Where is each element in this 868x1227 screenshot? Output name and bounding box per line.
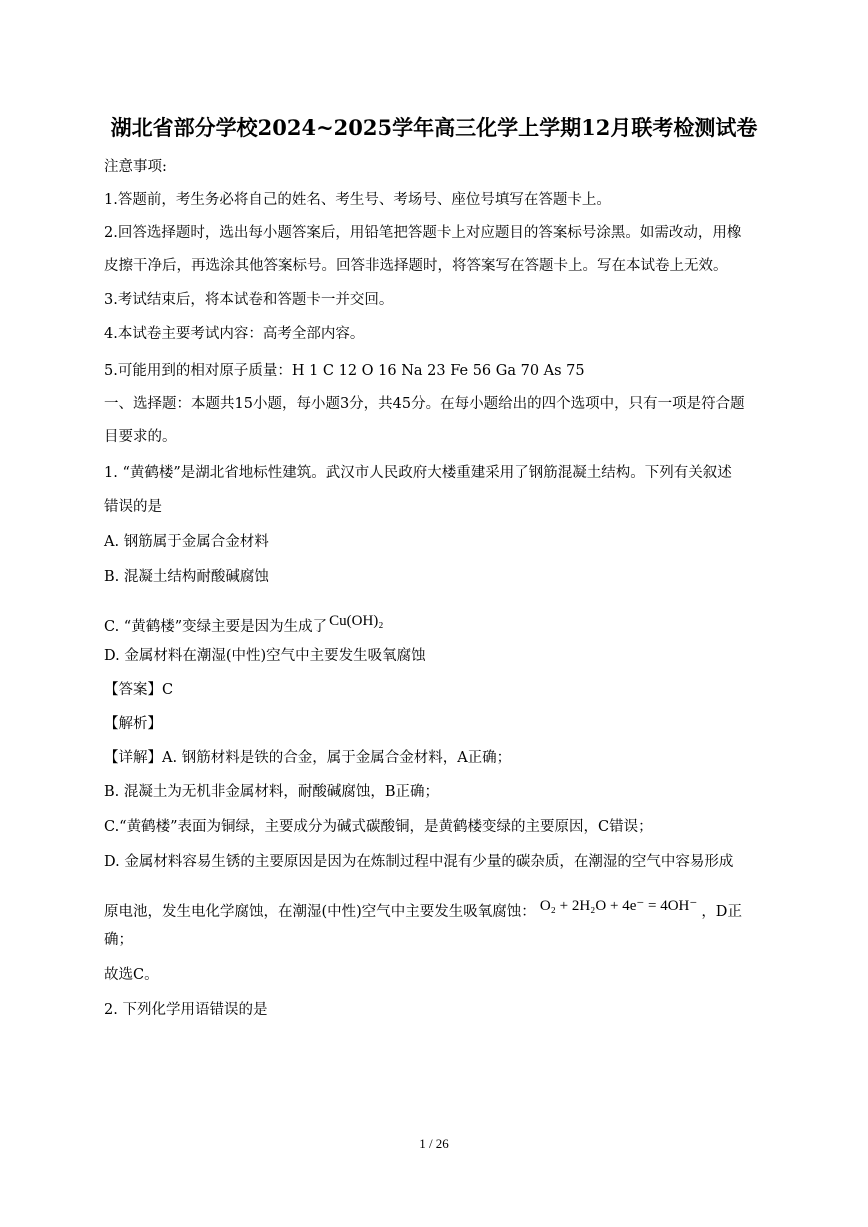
explanation-d-cont bbox=[104, 896, 742, 922]
explanation-c: C.“黄鹤楼”表面为铜绿，主要成分为碱式碳酸铜，是黄鹤楼变绿的主要原因，C错误； bbox=[104, 819, 653, 835]
answer-label: 【答案】C bbox=[104, 682, 174, 698]
option-c-text: C. “黄鹤楼”变绿主要是因为生成了 bbox=[104, 619, 328, 635]
explanation-d-text: 原电池，发生电化学腐蚀，在潮湿(中性)空气中主要发生吸氧腐蚀： bbox=[104, 904, 536, 920]
section-heading: 一、选择题：本题共15小题，每小题3分，共45分。在每小题给出的四个选项中，只有一项是符合题 bbox=[104, 396, 745, 412]
section-heading-cont: 目要求的。 bbox=[104, 429, 177, 445]
explanation-d: D. 金属材料容易生锈的主要原因是因为在炼制过程中混有少量的碳杂质，在潮湿的空气中容易形成 bbox=[104, 854, 734, 870]
oxygen-reduction-formula: O₂ + 2H₂O + 4e⁻ = 4OH⁻ bbox=[539, 898, 698, 914]
explanation-b: B. 混凝土为无机非金属材料，耐酸碱腐蚀，B正确； bbox=[104, 784, 440, 800]
notice-item-5: 5.可能用到的相对原子质量：H 1 C 12 O 16 Na 23 Fe 56 Ga 70 As 75 bbox=[104, 363, 585, 379]
notice-item-1: 1.答题前，考生务必将自己的姓名、考生号、考场号、座位号填写在答题卡上。 bbox=[104, 192, 611, 208]
notice-item-2: 2.回答选择题时，选出每小题答案后，用铅笔把答题卡上对应题目的答案标号涂黑。如需改动，用橡 bbox=[104, 225, 742, 241]
question-1-option-d: D. 金属材料在潮湿(中性)空气中主要发生吸氧腐蚀 bbox=[104, 648, 426, 664]
question-1-option-a: A. 钢筋属于金属合金材料 bbox=[104, 534, 269, 550]
analysis-label: 【解析】 bbox=[104, 716, 162, 732]
question-1-option-c bbox=[104, 611, 384, 637]
copper-hydroxide-formula: Cu(OH)₂ bbox=[329, 613, 384, 629]
question-1-stem: 1. “黄鹤楼”是湖北省地标性建筑。武汉市人民政府大楼重建采用了钢筋混凝土结构。下列有关叙述 bbox=[104, 465, 732, 481]
question-1-option-b: B. 混凝土结构耐酸碱腐蚀 bbox=[104, 569, 269, 585]
conclusion: 故选C。 bbox=[104, 967, 159, 983]
notice-item-4: 4.本试卷主要考试内容：高考全部内容。 bbox=[104, 326, 365, 342]
page-title: 湖北省部分学校2024~2025学年高三化学上学期12月联考检测试卷 bbox=[110, 115, 758, 140]
explanation-a: 【详解】A. 钢筋材料是铁的合金，属于金属合金材料，A正确； bbox=[104, 750, 512, 766]
notice-heading: 注意事项: bbox=[104, 159, 167, 175]
notice-item-3: 3.考试结束后，将本试卷和答题卡一并交回。 bbox=[104, 292, 394, 308]
notice-item-2-cont: 皮擦干净后，再选涂其他答案标号。回答非选择题时，将答案写在答题卡上。写在本试卷上无效。 bbox=[104, 258, 728, 274]
question-2-stem: 2. 下列化学用语错误的是 bbox=[104, 1002, 268, 1018]
page-number: 1 / 26 bbox=[419, 1136, 449, 1151]
explanation-d-end: 确； bbox=[104, 932, 133, 948]
explanation-d-tail: ，D正 bbox=[701, 904, 742, 920]
question-1-stem-cont: 错误的是 bbox=[104, 499, 162, 515]
